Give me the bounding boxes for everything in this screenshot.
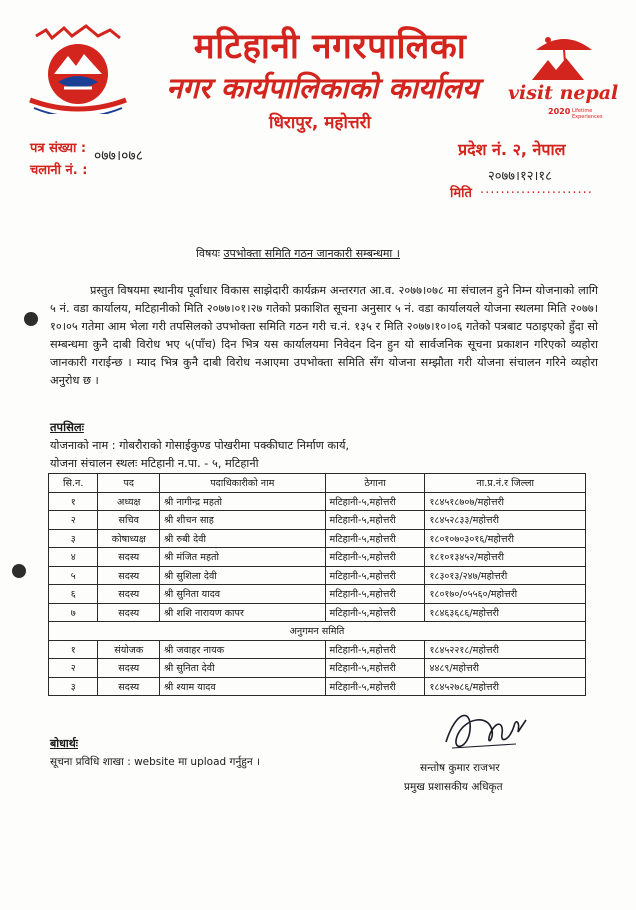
municipality-emblem-icon [24, 22, 132, 114]
cell-name: श्री शीचन साह [160, 511, 326, 530]
signer-name: सन्तोष कुमार राजभर [420, 762, 500, 774]
cell-address: मटिहानी-५,महोत्तरी [325, 585, 425, 604]
cell-name: श्री श्याम यादव [160, 677, 326, 696]
bodhartha-text: सूचना प्रविधि शाखा : website मा upload गर्नुहुन । [50, 756, 260, 768]
visit-nepal-tagline: Lifetime Experiences [572, 108, 603, 120]
table-row [49, 585, 586, 604]
cell-sn: २ [49, 659, 98, 678]
yojana-name: योजनाको नाम : गोबरौराको गोसाईकुण्ड पोखरीमा पक्कीघाट निर्माण कार्य, [50, 439, 350, 452]
cell-post: सदस्य [98, 566, 160, 585]
office-location: धिरापुर, महोत्तरी [269, 113, 371, 133]
cell-post: कोषाध्यक्ष [98, 529, 160, 548]
cell-sn: १ [49, 492, 98, 511]
table-row [49, 640, 586, 659]
signer-post: प्रमुख प्रशासकीय अधिकृत [404, 781, 503, 793]
table-row [49, 566, 586, 585]
table-header-row [49, 474, 586, 493]
cell-post: सदस्य [98, 548, 160, 567]
monitoring-caption-row [49, 622, 586, 641]
pradesh-text: प्रदेश नं. २, नेपाल [458, 140, 566, 159]
mountain-umbrella-icon [526, 30, 596, 82]
punch-hole [24, 312, 38, 326]
cell-post: अध्यक्ष [98, 492, 160, 511]
table-row [49, 529, 586, 548]
signature-icon [436, 700, 536, 760]
cell-citizenship: १८०१७०/०५५६०/महोत्तरी [425, 585, 586, 604]
committee-table [48, 473, 586, 696]
cell-address: मटिहानी-५,महोत्तरी [325, 566, 425, 585]
subject-label: विषयः [196, 247, 220, 260]
table-row [49, 492, 586, 511]
cell-sn: ३ [49, 677, 98, 696]
monitoring-committee-caption: अनुगमन समिति [49, 622, 586, 641]
cell-citizenship: १८४५२८३३/महोत्तरी [425, 511, 586, 530]
cell-name: श्री मंजित महतो [160, 548, 326, 567]
col-header-address: ठेगाना [325, 474, 425, 493]
cell-sn: ५ [49, 566, 98, 585]
cell-sn: ६ [49, 585, 98, 604]
cell-address: मटिहानी-५,महोत्तरी [325, 492, 425, 511]
cell-name: श्री नागीन्द्र महतो [160, 492, 326, 511]
org-name: मटिहानी नगरपालिका [193, 27, 467, 67]
cell-address: मटिहानी-५,महोत्तरी [325, 640, 425, 659]
cell-address: मटिहानी-५,महोत्तरी [325, 529, 425, 548]
cell-sn: ७ [49, 603, 98, 622]
cell-citizenship: १८४५२७८६/महोत्तरी [425, 677, 586, 696]
cell-citizenship: १८४६३६८६/महोत्तरी [425, 603, 586, 622]
cell-post: सचिव [98, 511, 160, 530]
col-header-name: पदाधिकारीको नाम [160, 474, 326, 493]
miti-dotted-line: ...................... [480, 182, 593, 197]
patra-sankhya-label: पत्र संख्या : [30, 141, 87, 156]
col-header-citizenship: ना.प्र.नं.र जिल्ला [425, 474, 586, 493]
col-header-sn: सि.न. [49, 474, 98, 493]
cell-post: सदस्य [98, 603, 160, 622]
cell-sn: ३ [49, 529, 98, 548]
cell-citizenship: १८३०१३/२४७/महोत्तरी [425, 566, 586, 585]
subject-line [196, 246, 400, 261]
punch-hole [12, 564, 26, 578]
cell-address: मटिहानी-५,महोत्तरी [325, 603, 425, 622]
cell-citizenship: १८१०१३४५२/महोत्तरी [425, 548, 586, 567]
patra-sankhya-value: ०७७।०७८ [94, 148, 143, 164]
visit-nepal-year: 2020 [548, 107, 571, 116]
cell-citizenship: ४४८९/महोत्तरी [425, 659, 586, 678]
cell-sn: १ [49, 640, 98, 659]
cell-name: श्री जवाहर नायक [160, 640, 326, 659]
table-row [49, 659, 586, 678]
table-row [49, 677, 586, 696]
cell-name: श्री रुबी देवी [160, 529, 326, 548]
table-row [49, 603, 586, 622]
tapasil-heading: तपसिलः [50, 420, 84, 434]
cell-post: सदस्य [98, 585, 160, 604]
visit-nepal-text: visit nepal [508, 82, 619, 104]
cell-address: मटिहानी-५,महोत्तरी [325, 548, 425, 567]
visit-nepal-logo [506, 30, 619, 130]
cell-post: संयोजक [98, 640, 160, 659]
cell-citizenship: १८०१०७०३०१६/महोत्तरी [425, 529, 586, 548]
cell-address: मटिहानी-५,महोत्तरी [325, 659, 425, 678]
cell-name: श्री सुशिला देवी [160, 566, 326, 585]
table-row [49, 511, 586, 530]
col-header-post: पद [98, 474, 160, 493]
cell-address: मटिहानी-५,महोत्तरी [325, 511, 425, 530]
date-value: २०७७।१२।१८ [488, 169, 552, 184]
cell-name: श्री सुनिता यादव [160, 585, 326, 604]
cell-post: सदस्य [98, 659, 160, 678]
cell-sn: २ [49, 511, 98, 530]
cell-name: श्री शशि नारायण कापर [160, 603, 326, 622]
cell-citizenship: १८४५१८७०७/महोत्तरी [425, 492, 586, 511]
cell-post: सदस्य [98, 677, 160, 696]
table-row [49, 548, 586, 567]
yojana-place: योजना संचालन स्थलः मटिहानी न.पा. - ५, मटिहानी [50, 457, 259, 470]
chalani-label: चलानी नं. : [30, 163, 88, 178]
miti-label: मिति [450, 186, 472, 201]
cell-sn: ४ [49, 548, 98, 567]
body-paragraph: प्रस्तुत विषयमा स्थानीय पूर्वाधार विकास साझेदारी कार्यक्रम अन्तरगत आ.व. २०७७।०७८ मा संचालन हुने निम्न योजनाको लागि ५ नं. वडा कार्यालय, मटिहानीको मिति २०७७।०१।२७ गतेको प्रकाशित सूचना अनुसार ५ नं. वडा कार्यालयले योजना स्थलमा मिति २०७७।१०।०५ गतेमा आम भेला गरी तपसिलको उपभोक्ता समिति गठन गरी च.नं. १३५ र मिति २०७७।१०।०६ गतेको पत्रबाट पठाइएको हुँदा सो सम्बन्धमा कुनै दाबी विरोध भए ५(पाँच) दिन भित्र यस कार्यालयमा निवेदन दिन हुन यो सार्वजनिक सूचना प्रकाशन गरिएको व्यहोरा जानकारी गराईन्छ । म्याद भित्र कुनै दाबी विरोध नआएमा उपभोक्ता समिति सँग योजना सम्झौता गरी योजना संचालन गरिने व्यहोरा अनुरोध छ । [50, 284, 598, 387]
subject-text: उपभोक्ता समिति गठन जानकारी सम्बन्धमा । [223, 247, 400, 260]
bodhartha-heading: बोधार्थः [50, 737, 78, 750]
cell-address: मटिहानी-५,महोत्तरी [325, 677, 425, 696]
cell-citizenship: १८४५२२१८/महोत्तरी [425, 640, 586, 659]
office-name: नगर कार्यपालिकाको कार्यालय [166, 71, 479, 105]
cell-name: श्री सुनिता देवी [160, 659, 326, 678]
